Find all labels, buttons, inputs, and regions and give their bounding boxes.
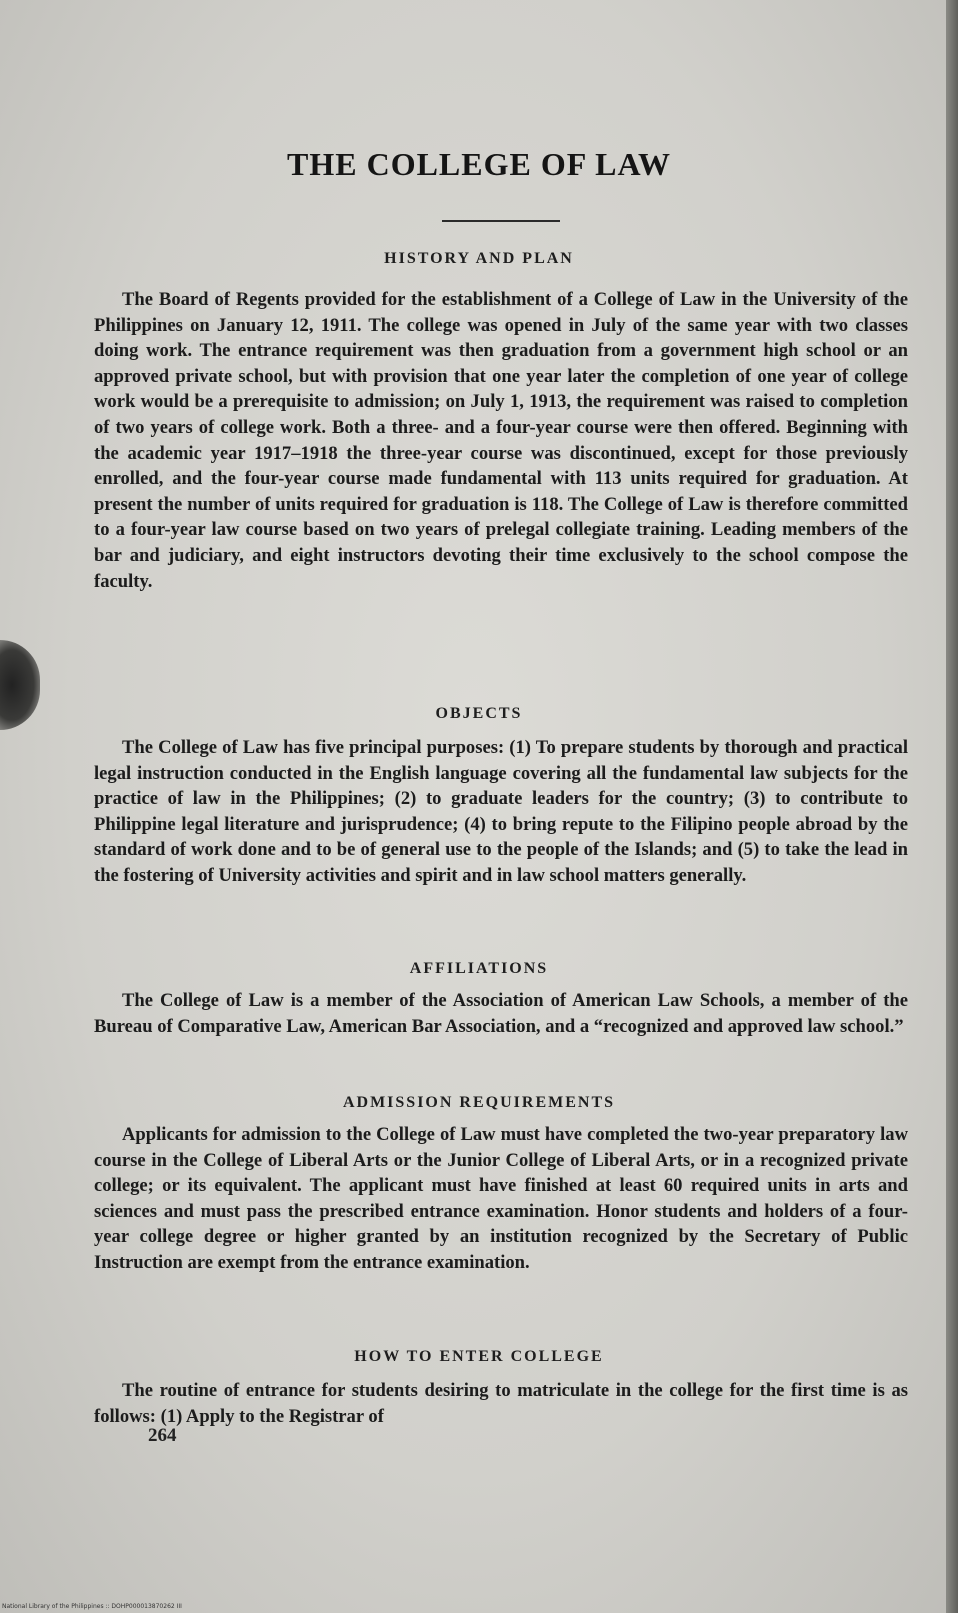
paragraph-admission-requirements: Applicants for admission to the College of Law must have completed the two-year preparatory law course in the College of Liberal Arts or the Junior College of Liberal Arts, or in a recognized private college; or its equivalent. The applicant must have finished at least 60 required units in arts and sciences and must pass the prescribed entrance examination. Honor students and holders of a four-year college degree or higher granted by an institution recognized by the Secretary of Public Instruction are exempt from the entrance examination.: [94, 1124, 908, 1273]
page-number: 264: [148, 1425, 177, 1446]
paragraph-affiliations: The College of Law is a member of the Association of American Law Schools, a member of the Bureau of Comparative Law, American Bar Association, and a “recognized and approved law school.”: [94, 990, 908, 1037]
title-divider: [442, 220, 560, 222]
heading-how-to-enter-college: HOW TO ENTER COLLEGE: [354, 1348, 604, 1365]
heading-objects: OBJECTS: [435, 705, 523, 722]
page-edge-shadow: [946, 0, 958, 1613]
heading-history-and-plan: HISTORY AND PLAN: [384, 250, 574, 267]
paragraph-history-and-plan: The Board of Regents provided for the establishment of a College of Law in the University of the Philippines on January 12, 1911. The college was opened in July of the same year with two classes doing work. The entrance requirement was then graduation from a government high school or an approved private school, but with provision that one year later the completion of one year of college work would be a prerequisite to admission; on July 1, 1913, the requirement was raised to completion of two years of college work. Both a three- and a four-year course were then offered. Beginning with the academic year 1917–1918 the three-year course was discontinued, except for those previously enrolled, and the four-year course made fundamental with 113 units required for graduation. At present the number of units required for graduation is 118. The College of Law is therefore committed to a four-year law course based on two years of prelegal collegiate training. Leading members of the bar and judiciary, and eight instructors devoting their time exclusively to the school compose the faculty.: [94, 289, 908, 592]
heading-admission-requirements: ADMISSION REQUIREMENTS: [342, 1094, 616, 1111]
heading-affiliations: AFFILIATIONS: [409, 960, 549, 977]
page-title: THE COLLEGE OF LAW: [287, 146, 671, 182]
paragraph-how-to-enter-college: The routine of entrance for students desiring to matriculate in the college for the first time is as follows: (1) Apply to the Registrar of: [94, 1380, 908, 1427]
footer-credit: National Library of the Philippines :: DOHP000013870262 III: [2, 1603, 182, 1610]
paragraph-objects: The College of Law has five principal purposes: (1) To prepare students by thorough and practical legal instruction conducted in the English language covering all the fundamental law subjects for the practice of law in the Philippines; (2) to graduate leaders for the country; (3) to contribute to Philippine legal literature and jurisprudence; (4) to bring repute to the Filipino people abroad by the standard of work done and to be of general use to the people of the Islands; and (5) to take the lead in the fostering of University activities and spirit and in law school matters generally.: [94, 737, 908, 886]
